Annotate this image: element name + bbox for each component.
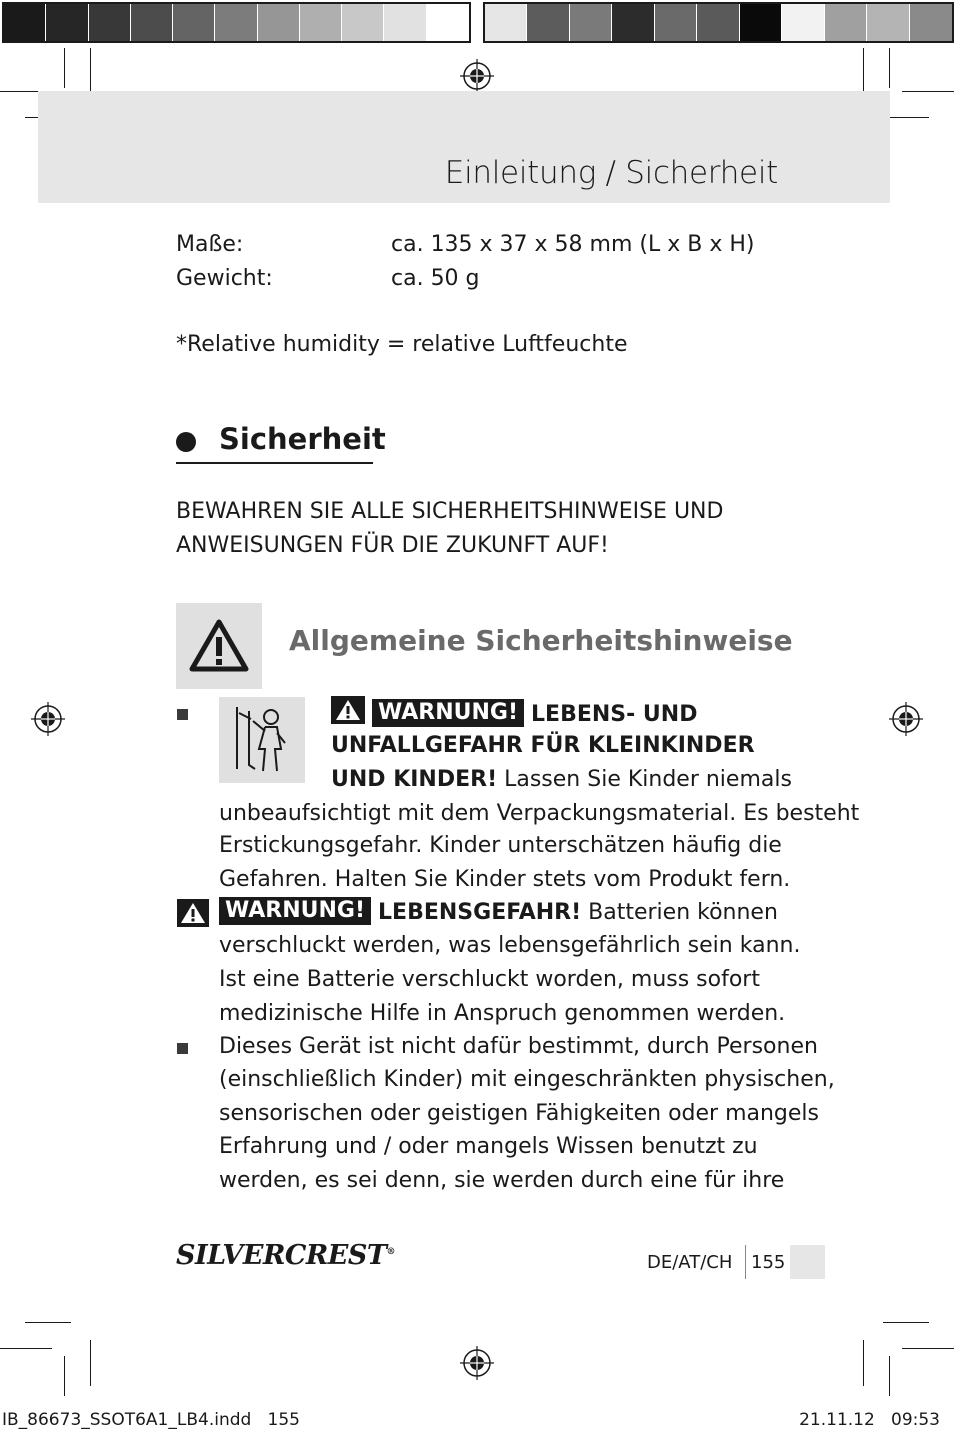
crop-mark	[902, 1348, 954, 1349]
footer-separator	[745, 1245, 746, 1279]
spec-value-weight: ca. 50 g	[391, 266, 480, 291]
warning1-line-3	[331, 763, 792, 797]
registration-mark-icon	[889, 702, 923, 736]
footer-page-number: 155	[751, 1252, 786, 1273]
crop-mark	[883, 1322, 929, 1323]
section-bullet-icon	[176, 432, 196, 452]
color-swatch	[173, 4, 215, 41]
color-swatch	[131, 4, 173, 41]
warning1-line-5: Erstickungsgefahr. Kinder unterschätzen häufig die	[219, 833, 782, 858]
color-swatch	[215, 4, 257, 41]
color-swatch	[782, 4, 824, 41]
color-swatch	[46, 4, 88, 41]
warning2-bold: LEBENSGEFAHR!	[378, 900, 582, 925]
footer-page-box	[790, 1245, 825, 1279]
brand-logo	[176, 1240, 395, 1271]
color-swatch	[910, 4, 952, 41]
keep-instructions-line-1: BEWAHREN SIE ALLE SICHERHEITSHINWEISE UND	[176, 499, 724, 524]
color-swatch	[258, 4, 300, 41]
warning2-text-1: Batterien können	[581, 900, 778, 925]
crop-mark	[64, 1356, 65, 1396]
brand-name: SILVERCREST	[176, 1240, 387, 1271]
footer-locale: DE/AT/CH	[647, 1252, 733, 1273]
section-underline	[176, 462, 373, 464]
registration-mark-icon	[460, 59, 494, 93]
crop-mark	[863, 1340, 864, 1386]
slug-file: IB_86673_SSOT6A1_LB4.indd 155	[2, 1410, 300, 1430]
spec-label-dimensions: Maße:	[176, 232, 244, 257]
crop-mark	[90, 1340, 91, 1386]
color-swatch	[697, 4, 739, 41]
warning1-text-3: Lassen Sie Kinder niemals	[497, 767, 792, 792]
crop-mark	[889, 1356, 890, 1396]
bullet3-line-5: werden, es sei denn, sie werden durch eine für ihre	[219, 1168, 785, 1193]
crop-mark	[64, 48, 65, 88]
bullet3-line-2: (einschließlich Kinder) mit eingeschränkten physischen,	[219, 1067, 835, 1092]
warning2-line-1	[219, 896, 778, 930]
crop-mark	[902, 91, 954, 92]
color-swatch	[825, 4, 867, 41]
crop-mark	[889, 48, 890, 88]
color-swatch	[612, 4, 654, 41]
color-swatch	[384, 4, 426, 41]
warning1-line-1	[331, 696, 697, 732]
warning1-bold-1: LEBENS- UND	[531, 702, 698, 727]
registration-mark-icon	[31, 702, 65, 736]
color-swatch	[570, 4, 612, 41]
color-swatch	[300, 4, 342, 41]
bullet3-line-4: Erfahrung und / oder mangels Wissen benutzt zu	[219, 1134, 758, 1159]
warning1-line-6: Gefahren. Halten Sie Kinder stets vom Produkt fern.	[219, 867, 791, 892]
spec-value-dimensions: ca. 135 x 37 x 58 mm (L x B x H)	[391, 232, 755, 257]
slug-datetime: 21.11.12 09:53	[799, 1410, 940, 1430]
warning1-line-2: UNFALLGEFAHR FÜR KLEINKINDER	[331, 733, 755, 758]
warning-badge: WARNUNG!	[219, 897, 371, 925]
warning1-bold-3: UND KINDER!	[331, 767, 498, 792]
color-swatch	[427, 4, 469, 41]
color-swatch	[740, 4, 782, 41]
color-bar-right	[483, 2, 954, 43]
child-warning-box	[219, 697, 305, 783]
footnote: *Relative humidity = relative Luftfeuchte	[176, 332, 628, 357]
color-swatch	[4, 4, 46, 41]
color-swatch	[527, 4, 569, 41]
list-bullet-icon	[177, 1043, 188, 1054]
keep-instructions-line-2: ANWEISUNGEN FÜR DIE ZUKUNFT AUF!	[176, 533, 609, 558]
registration-mark-icon	[460, 1346, 494, 1380]
warning-triangle-icon	[176, 603, 262, 689]
warning-triangle-icon	[331, 696, 365, 724]
warning-triangle-icon	[177, 899, 209, 927]
color-swatch	[342, 4, 384, 41]
bullet3-line-3: sensorischen oder geistigen Fähigkeiten oder mangels	[219, 1101, 820, 1126]
color-swatch	[655, 4, 697, 41]
warning-badge: WARNUNG!	[372, 699, 524, 727]
bullet3-line-1: Dieses Gerät ist nicht dafür bestimmt, durch Personen	[219, 1034, 818, 1059]
brand-trademark: ®	[386, 1247, 395, 1257]
color-bar-left	[2, 2, 471, 43]
color-swatch	[89, 4, 131, 41]
spec-label-weight: Gewicht:	[176, 266, 273, 291]
color-swatch	[867, 4, 909, 41]
child-with-packaging-icon	[219, 697, 305, 783]
warning1-line-4: unbeaufsichtigt mit dem Verpackungsmaterial. Es besteht	[219, 801, 860, 826]
crop-mark	[25, 1322, 71, 1323]
warning2-line-2: verschluckt werden, was lebensgefährlich sein kann.	[219, 933, 801, 958]
section-title: Sicherheit	[219, 422, 386, 456]
crop-mark	[0, 1348, 52, 1349]
subsection-title: Allgemeine Sicherheitshinweise	[289, 624, 793, 657]
warning2-line-4: medizinische Hilfe in Anspruch genommen werden.	[219, 1001, 786, 1026]
color-swatch	[485, 4, 527, 41]
page-title: Einleitung / Sicherheit	[444, 155, 778, 191]
warning2-line-3: Ist eine Batterie verschluckt worden, muss sofort	[219, 967, 760, 992]
list-bullet-icon	[177, 709, 188, 720]
warning-triangle-box	[176, 603, 262, 689]
